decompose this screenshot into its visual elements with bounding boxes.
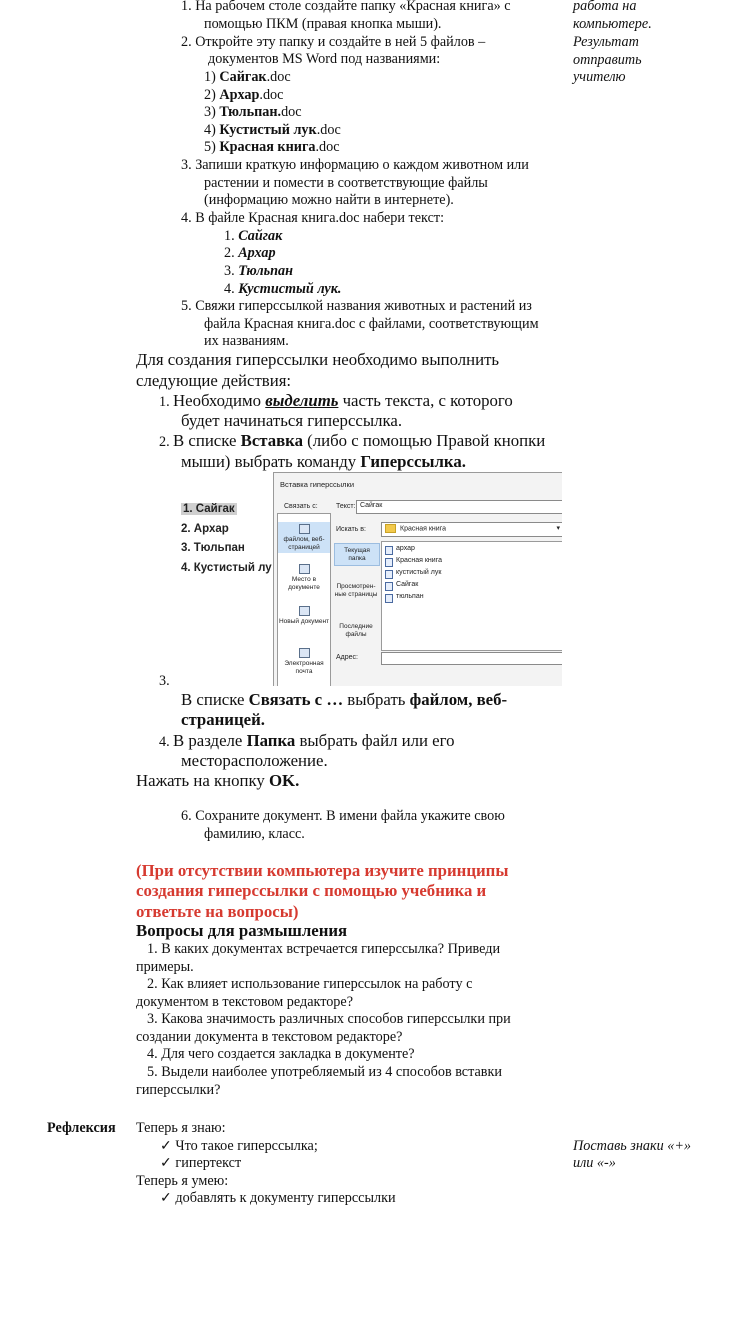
task-5-line: их названиям. xyxy=(204,333,289,349)
step-3-line: страницей. xyxy=(181,710,265,729)
task-4-item: 2. Архар xyxy=(224,245,276,261)
link-file-webpage[interactable]: файлом, веб-страницей xyxy=(278,522,330,553)
task-3-line: (информацию можно найти в интернете). xyxy=(204,192,454,208)
step-4-line: В разделе Папка выбрать файл или его xyxy=(173,731,455,750)
file-list-item[interactable]: тюльпан xyxy=(396,593,424,600)
text-label: Текст: xyxy=(336,503,356,510)
step-3-line: В списке Связать с … выбрать файлом, веб- xyxy=(181,690,508,709)
question-line: 3. Какова значимость различных способов гиперссылки при xyxy=(147,1011,511,1027)
task-3-line: растении и помести в соответствующие файлы xyxy=(204,175,488,191)
step-2-line: В списке Вставка (либо с помощью Правой кнопки xyxy=(173,431,546,450)
step-number: 4. xyxy=(159,734,170,750)
question-line: 1. В каких документах встречается гиперссылка? Приведи xyxy=(147,941,501,957)
ok-instruction: Нажать на кнопку OK. xyxy=(136,771,300,790)
step-number: 3. xyxy=(159,673,170,689)
task-6-line: фамилию, класс. xyxy=(204,826,305,842)
step-1-line: будет начинаться гиперссылка. xyxy=(181,411,403,430)
text-input[interactable] xyxy=(356,500,562,514)
tab-current-folder[interactable]: Текущая папка xyxy=(334,543,380,566)
text-input-value: Сайгак xyxy=(360,502,383,509)
question-line: 2. Как влияет использование гиперссылок на работу с xyxy=(147,976,473,992)
howto-intro-line: следующие действия: xyxy=(136,371,292,390)
new-document-icon xyxy=(299,606,310,616)
task-5-line: файла Красная книга.doc с файлами, соответствующим xyxy=(204,316,539,332)
file-item: 2) Архар.doc xyxy=(204,87,284,103)
file-item: 5) Красная книга.doc xyxy=(204,139,340,155)
globe-icon xyxy=(299,524,310,534)
link-with-label: Связать с: xyxy=(284,503,318,510)
chevron-down-icon: ▾ xyxy=(556,525,560,532)
task-4-line: 4. В файле Красная книга.doc набери текст: xyxy=(181,210,445,226)
step-4-line: месторасположение. xyxy=(181,751,328,770)
file-list-item[interactable]: Сайгак xyxy=(396,581,418,588)
right-note-line: отправить xyxy=(573,52,642,68)
task-1-line: 1. На рабочем столе создайте папку «Красная книга» с xyxy=(181,0,511,14)
question-line: документом в текстовом редакторе? xyxy=(136,994,353,1010)
search-in-select[interactable] xyxy=(381,522,562,537)
hyperlink-dialog-screenshot xyxy=(181,472,562,686)
dialog-title: Вставка гиперссылки xyxy=(280,480,355,489)
link-place-in-document[interactable]: Место в документе xyxy=(278,564,330,591)
search-in-label: Искать в: xyxy=(336,526,366,533)
step-number: 2. xyxy=(159,434,170,450)
folder-icon xyxy=(385,524,396,533)
red-note-line: создания гиперссылки с помощью учебника и xyxy=(136,881,487,900)
reflection-note-line: Поставь знаки «+» xyxy=(573,1138,692,1154)
document-list-item: 3. Тюльпан xyxy=(181,542,245,554)
red-note-line: ответьте на вопросы) xyxy=(136,902,299,921)
right-note-line: учителю xyxy=(573,69,626,85)
word-file-icon xyxy=(385,570,393,579)
reflection-can: Теперь я умею: xyxy=(136,1173,229,1189)
reflection-can-item: ✓ добавлять к документу гиперссылки xyxy=(160,1190,396,1206)
reflection-know: Теперь я знаю: xyxy=(136,1120,226,1136)
tab-recent-files[interactable]: Последние файлы xyxy=(339,623,373,638)
question-line: 4. Для чего создается закладка в документе? xyxy=(147,1046,415,1062)
file-list-item[interactable]: кустистый лук xyxy=(396,569,441,576)
word-file-icon xyxy=(385,582,393,591)
file-list-item[interactable]: архар xyxy=(396,545,415,552)
task-6-line: 6. Сохраните документ. В имени файла укажите свою xyxy=(181,808,505,824)
question-line: 5. Выдели наиболее употребляемый из 4 способов вставки xyxy=(147,1064,502,1080)
email-icon xyxy=(299,648,310,658)
file-list-item[interactable]: Красная книга xyxy=(396,557,442,564)
questions-heading: Вопросы для размышления xyxy=(136,921,348,940)
right-note-line: работа на xyxy=(573,0,637,14)
file-item: 1) Сайгак.doc xyxy=(204,69,291,85)
link-new-document[interactable]: Новый документ xyxy=(278,606,330,626)
step-1-line: Необходимо выделить часть текста, с которого xyxy=(173,391,513,410)
document-list-item: 4. Кустистый лу xyxy=(181,561,272,574)
right-note-line: Результат xyxy=(573,34,639,50)
tab-browsed-pages[interactable]: Просмотрен-ные страницы xyxy=(334,583,378,598)
bookmark-icon xyxy=(299,564,310,574)
reflection-know-item: ✓ Что такое гиперссылка; xyxy=(160,1138,318,1154)
task-5-line: 5. Свяжи гиперссылкой названия животных и растений из xyxy=(181,298,532,314)
task-4-item: 3. Тюльпан xyxy=(224,263,293,279)
task-4-item: 4. Кустистый лук. xyxy=(224,281,342,297)
task-2-line: документов MS Word под названиями: xyxy=(208,51,441,67)
file-list xyxy=(381,541,562,651)
document-list-item: 2. Архар xyxy=(181,522,229,535)
task-2-line: 2. Откройте эту папку и создайте в ней 5 файлов – xyxy=(181,34,486,50)
insert-hyperlink-window xyxy=(273,472,562,686)
red-note-line: (При отсутствии компьютера изучите принципы xyxy=(136,861,509,880)
step-number: 1. xyxy=(159,394,170,410)
link-email[interactable]: Электронная почта xyxy=(278,648,330,675)
question-line: гиперссылки? xyxy=(136,1082,221,1098)
question-line: создании документа в текстовом редакторе? xyxy=(136,1029,403,1045)
document-list xyxy=(181,500,272,578)
address-label: Адрес: xyxy=(336,654,358,661)
task-1-line: помощью ПКМ (правая кнопка мыши). xyxy=(204,16,442,32)
right-note-line: компьютере. xyxy=(573,16,652,32)
file-item: 4) Кустистый лук.doc xyxy=(204,122,341,138)
link-with-panel xyxy=(277,513,331,686)
reflection-note-line: или «-» xyxy=(573,1155,616,1171)
address-input[interactable] xyxy=(381,652,562,665)
word-file-icon xyxy=(385,558,393,567)
task-4-item: 1. Сайгак xyxy=(224,228,283,244)
word-file-icon xyxy=(385,594,393,603)
search-in-value: Красная книга xyxy=(400,525,446,533)
document-list-item: 1. Сайгак xyxy=(183,503,235,515)
reflection-know-item: ✓ гипертекст xyxy=(160,1155,242,1171)
word-file-icon xyxy=(385,546,393,555)
howto-intro-line: Для создания гиперссылки необходимо выполнить xyxy=(136,350,500,369)
question-line: примеры. xyxy=(136,959,194,975)
step-2-line: мыши) выбрать команду Гиперссылка. xyxy=(181,452,466,471)
reflection-label: Рефлексия xyxy=(47,1120,116,1136)
task-3-line: 3. Запиши краткую информацию о каждом животном или xyxy=(181,157,529,173)
file-item: 3) Тюльпан.doc xyxy=(204,104,302,120)
